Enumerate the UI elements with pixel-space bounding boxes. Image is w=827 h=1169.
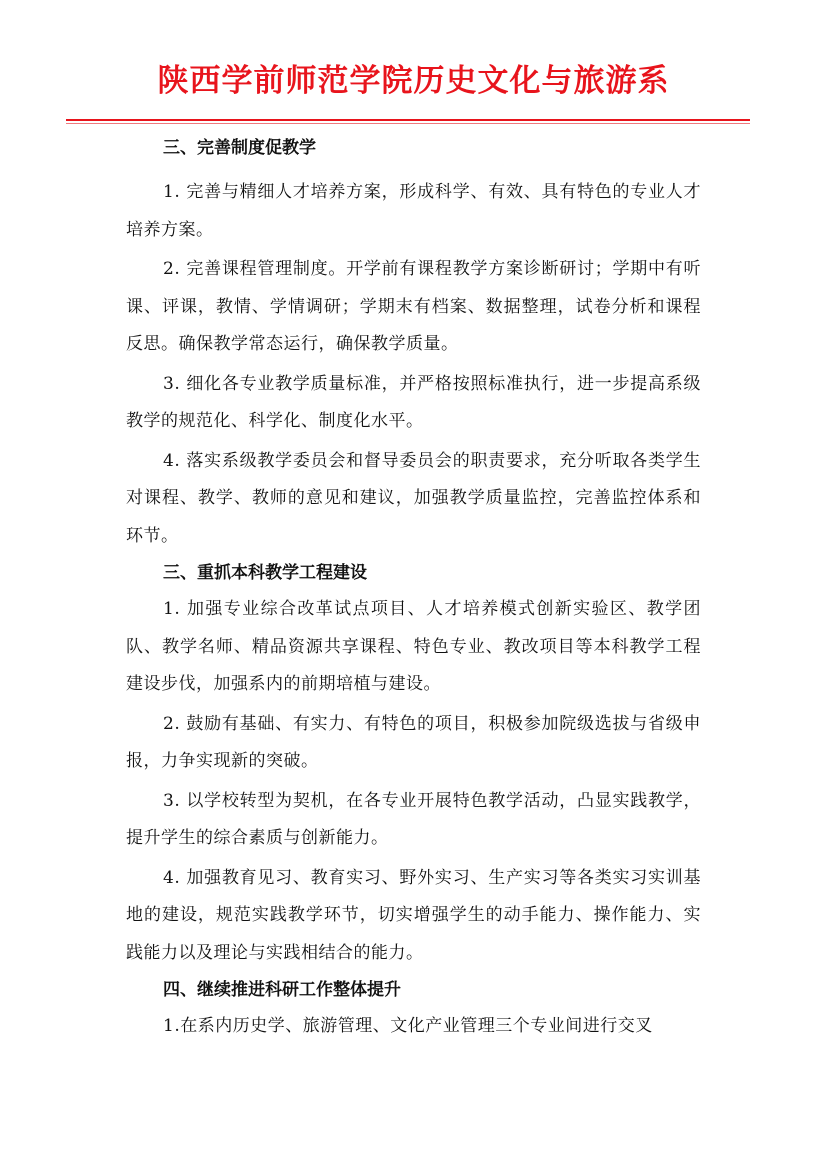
paragraph: 4. 落实系级教学委员会和督导委员会的职责要求，充分听取各类学生对课程、教学、教师的意见和建议，加强教学质量监控，完善监控体系和环节。 — [126, 450, 701, 546]
paragraph: 3. 细化各专业教学质量标准，并严格按照标准执行，进一步提高系级教学的规范化、科学化、制度化水平。 — [126, 373, 701, 431]
section-heading: 三、完善制度促教学 — [163, 138, 316, 158]
paragraph: 3. 以学校转型为契机，在各专业开展特色教学活动，凸显实践教学，提升学生的综合素质与创新能力。 — [126, 790, 701, 848]
paragraph: 4. 加强教育见习、教育实习、野外实习、生产实习等各类实习实训基地的建设，规范实践教学环节，切实增强学生的动手能力、操作能力、实践能力以及理论与实践相结合的能力。 — [126, 867, 701, 963]
paragraph: 1.在系内历史学、旅游管理、文化产业管理三个专业间进行交叉 — [163, 1016, 653, 1036]
section-heading: 三、重抓本科教学工程建设 — [163, 563, 367, 583]
letterhead-title: 陕西学前师范学院历史文化与旅游系 — [157, 63, 670, 99]
paragraph: 1. 加强专业综合改革试点项目、人才培养模式创新实验区、教学团队、教学名师、精品资源共享课程、特色专业、教改项目等本科教学工程建设步伐，加强系内的前期培植与建设。 — [126, 599, 701, 694]
letterhead-rule — [66, 119, 750, 121]
paragraph: 1. 完善与精细人才培养方案，形成科学、有效、具有特色的专业人才培养方案。 — [126, 182, 701, 240]
document-body — [126, 130, 701, 1046]
section-heading: 四、继续推进科研工作整体提升 — [163, 980, 401, 1000]
paragraph: 2. 完善课程管理制度。开学前有课程教学方案诊断研讨；学期中有听课、评课，教情、学情调研；学期末有档案、数据整理，试卷分析和课程反思。确保教学常态运行，确保教学质量。 — [126, 259, 701, 354]
paragraph: 2. 鼓励有基础、有实力、有特色的项目，积极参加院级选拔与省级申报，力争实现新的突破。 — [126, 713, 701, 771]
